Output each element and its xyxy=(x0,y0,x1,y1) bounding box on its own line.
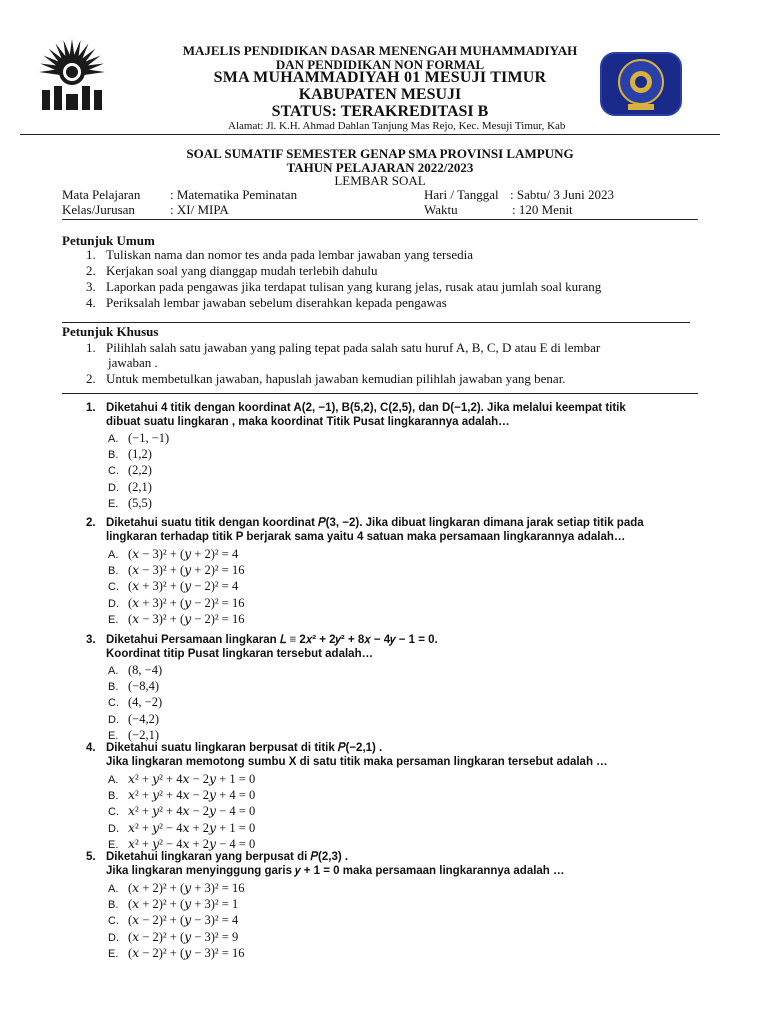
option-text: (𝑥 + 2)² + (𝑦 + 3)² = 1 xyxy=(128,897,239,912)
time-label: Waktu xyxy=(424,202,458,217)
specific-item-continuation: jawaban . xyxy=(108,355,158,370)
info-divider xyxy=(62,219,698,220)
answer-option xyxy=(108,595,244,611)
subject-value: : Matematika Peminatan xyxy=(170,187,298,202)
answer-option xyxy=(108,803,255,819)
question-stem-continuation xyxy=(106,648,373,660)
question-number: 2. xyxy=(86,517,96,529)
option-letter: D. xyxy=(108,481,119,494)
exam-year: TAHUN PELAJARAN 2022/2023 xyxy=(286,160,474,175)
answer-option xyxy=(108,431,169,446)
answer-option xyxy=(108,496,152,511)
answer-option xyxy=(108,787,255,803)
answer-option xyxy=(108,679,159,694)
general-divider xyxy=(62,322,690,323)
option-letter: D. xyxy=(108,597,119,610)
question-text: Jika lingkaran menyinggung garis 𝑦 + 1 = 0 maka persamaan lingkarannya adalah … xyxy=(106,865,565,877)
general-item: 3. Laporkan pada pengawas jika terdapat tulisan yang kurang jelas, rusak atau jumlah soal kurang xyxy=(86,279,602,294)
question-stem xyxy=(86,634,438,647)
option-text: 𝑥² + 𝑦² + 4𝑥 − 2𝑦 + 1 = 0 xyxy=(128,772,256,786)
subject-label: Mata Pelajaran xyxy=(62,187,141,202)
option-letter: C. xyxy=(108,806,119,819)
question-text: Diketahui lingkaran yang berpusat di 𝑃(2,3) . xyxy=(106,851,349,863)
option-letter: E. xyxy=(108,729,119,742)
answer-option xyxy=(108,880,244,896)
header-line2: DAN PENDIDIKAN NON FORMAL xyxy=(275,57,485,72)
answer-option xyxy=(108,929,238,945)
question-stem xyxy=(86,851,348,864)
option-text: (2,2) xyxy=(128,463,152,478)
general-item: 4. Periksalah lembar jawaban sebelum diserahkan kepada pengawas xyxy=(86,295,447,310)
question-number: 1. xyxy=(86,402,96,414)
header-line1: MAJELIS PENDIDIKAN DASAR MENENGAH MUHAMMADIYAH xyxy=(182,43,578,58)
question-text: Diketahui suatu titik dengan koordinat 𝑃(3, −2). Jika dibuat lingkaran dimana jarak setiap titik pada xyxy=(106,517,644,529)
option-letter: A. xyxy=(108,883,119,895)
question-stem-continuation xyxy=(106,865,565,878)
option-text: (4, −2) xyxy=(128,695,163,710)
specific-item: 2. Untuk membetulkan jawaban, hapuslah jawaban kemudian pilihlah jawaban yang benar. xyxy=(86,371,566,386)
option-letter: A. xyxy=(108,549,119,561)
option-letter: C. xyxy=(108,915,119,928)
answer-option xyxy=(108,578,238,594)
question-stem xyxy=(86,402,626,414)
exam-title: SOAL SUMATIF SEMESTER GENAP SMA PROVINSI LAMPUNG xyxy=(186,146,574,161)
answer-option xyxy=(108,463,152,478)
option-text: (−2,1) xyxy=(128,727,159,742)
general-item: 2. Kerjakan soal yang dianggap mudah terlebih dahulu xyxy=(86,263,378,278)
option-text: (8, −4) xyxy=(128,663,163,677)
general-instructions-title: Petunjuk Umum xyxy=(62,233,155,248)
option-letter: B. xyxy=(108,449,119,462)
option-letter: E. xyxy=(108,613,119,626)
option-letter: E. xyxy=(108,838,119,851)
option-text: (𝑥 + 3)² + (𝑦 − 2)² = 4 xyxy=(128,579,239,594)
option-letter: E. xyxy=(108,947,119,960)
date-value: : Sabtu/ 3 Juni 2023 xyxy=(510,187,615,202)
question-text: lingkaran terhadap titik P berjarak sama yaitu 4 satuan maka persamaan lingkarannya adalah… xyxy=(106,531,626,543)
option-letter: B. xyxy=(108,790,119,803)
class-value: : XI/ MIPA xyxy=(170,202,229,217)
district-name: KABUPATEN MESUJI xyxy=(298,86,462,103)
option-letter: D. xyxy=(108,931,119,944)
answer-option xyxy=(108,611,244,627)
option-text: (5,5) xyxy=(128,495,152,510)
school-name: SMA MUHAMMADIYAH 01 MESUJI TIMUR xyxy=(213,69,547,86)
question-text: Diketahui 4 titik dengan koordinat A(2, −1), B(5,2), C(2,5), dan D(−1,2). Jika melalui keempat titik xyxy=(106,402,626,414)
answer-option xyxy=(108,836,255,852)
accreditation-status: STATUS: TERAKREDITASI B xyxy=(271,103,489,120)
header-divider xyxy=(20,134,720,135)
time-value: : 120 Menit xyxy=(512,202,573,217)
answer-option xyxy=(108,546,238,562)
question-text: Diketahui suatu lingkaran berpusat di titik 𝑃(−2,1) . xyxy=(106,742,383,754)
answer-option xyxy=(108,820,255,836)
specific-item: 1. Pilihlah salah satu jawaban yang paling tepat pada salah satu huruf A, B, C, D atau E di lembar xyxy=(86,340,601,355)
question-stem-continuation xyxy=(106,756,608,768)
option-text: (1,2) xyxy=(128,447,152,462)
option-letter: B. xyxy=(108,681,119,694)
option-text: (𝑥 − 3)² + (𝑦 + 2)² = 4 xyxy=(128,547,239,561)
date-label: Hari / Tanggal xyxy=(424,187,499,202)
answer-option xyxy=(108,447,152,462)
option-text: 𝑥² + 𝑦² + 4𝑥 − 2𝑦 − 4 = 0 xyxy=(128,804,256,819)
answer-option xyxy=(108,728,159,743)
question-stem xyxy=(86,517,644,530)
question-stem-continuation xyxy=(106,416,510,428)
option-letter: B. xyxy=(108,565,119,578)
option-text: (𝑥 − 3)² + (𝑦 + 2)² = 16 xyxy=(128,563,245,578)
answer-option xyxy=(108,771,255,787)
school-address: Alamat: Jl. K.H. Ahmad Dahlan Tanjung Mas Rejo, Kec. Mesuji Timur, Kab xyxy=(228,120,566,132)
option-letter: D. xyxy=(108,822,119,835)
option-letter: C. xyxy=(108,465,119,478)
option-letter: E. xyxy=(108,497,119,510)
option-text: (−1, −1) xyxy=(128,431,170,445)
answer-option xyxy=(108,896,238,912)
answer-option xyxy=(108,562,244,578)
answer-option xyxy=(108,480,152,495)
answer-option xyxy=(108,663,162,678)
general-item: 1. Tuliskan nama dan nomor tes anda pada lembar jawaban yang tersedia xyxy=(86,247,474,262)
option-text: (−8,4) xyxy=(128,679,159,694)
option-text: (𝑥 − 2)² + (𝑦 − 3)² = 4 xyxy=(128,913,239,928)
option-text: (𝑥 − 2)² + (𝑦 − 3)² = 16 xyxy=(128,945,245,960)
class-label: Kelas/Jurusan xyxy=(62,202,135,217)
option-text: 𝑥² + 𝑦² − 4𝑥 + 2𝑦 + 1 = 0 xyxy=(128,820,256,835)
question-number: 3. xyxy=(86,634,96,646)
question-text: dibuat suatu lingkaran , maka koordinat Titik Pusat lingkarannya adalah… xyxy=(106,416,510,428)
question-text: Jika lingkaran memotong sumbu X di satu titik maka persaman lingkaran tersebut adalah … xyxy=(106,756,608,768)
option-letter: A. xyxy=(108,774,119,786)
question-number: 4. xyxy=(86,742,96,754)
option-text: (−4,2) xyxy=(128,711,159,726)
option-text: 𝑥² + 𝑦² + 4𝑥 − 2𝑦 + 4 = 0 xyxy=(128,788,256,803)
question-text: Koordinat titip Pusat lingkaran tersebut adalah… xyxy=(106,648,374,660)
specific-instructions-title: Petunjuk Khusus xyxy=(62,324,159,339)
specific-divider xyxy=(62,393,698,394)
option-text: 𝑥² + 𝑦² − 4𝑥 + 2𝑦 − 4 = 0 xyxy=(128,836,256,851)
option-letter: C. xyxy=(108,697,119,710)
exam-sheet-label: LEMBAR SOAL xyxy=(334,173,426,188)
question-text: Diketahui Persamaan lingkaran 𝐿 ≡ 2𝑥² + 2𝑦² + 8𝑥 − 4𝑦 − 1 = 0. xyxy=(106,634,438,646)
option-letter: C. xyxy=(108,581,119,594)
option-letter: B. xyxy=(108,899,119,912)
answer-option xyxy=(108,712,159,727)
option-letter: A. xyxy=(108,665,119,677)
muhammadiyah-logo-icon xyxy=(20,38,124,114)
option-text: (𝑥 + 2)² + (𝑦 + 3)² = 16 xyxy=(128,881,245,895)
answer-option xyxy=(108,695,162,710)
question-number: 5. xyxy=(86,851,96,863)
question-stem-continuation xyxy=(106,531,625,543)
option-text: (2,1) xyxy=(128,479,152,494)
question-stem xyxy=(86,742,382,755)
answer-option xyxy=(108,912,238,928)
option-text: (𝑥 − 2)² + (𝑦 − 3)² = 9 xyxy=(128,929,239,944)
option-text: (𝑥 − 3)² + (𝑦 − 2)² = 16 xyxy=(128,611,245,626)
option-letter: D. xyxy=(108,713,119,726)
answer-option xyxy=(108,945,244,961)
option-letter: A. xyxy=(108,433,119,445)
option-text: (𝑥 + 3)² + (𝑦 − 2)² = 16 xyxy=(128,595,245,610)
